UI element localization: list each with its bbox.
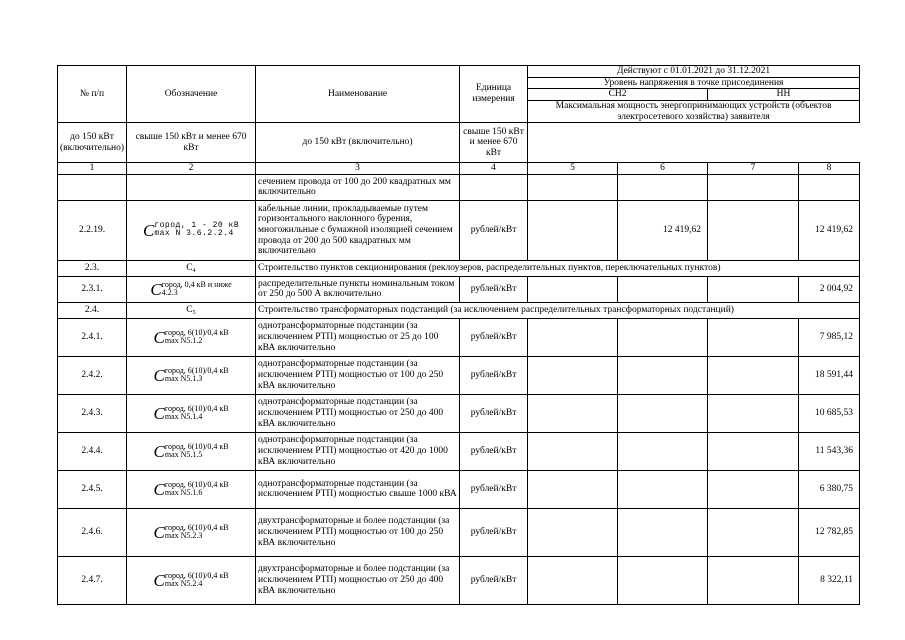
value-ch2-150-670: 12 419,62	[618, 200, 708, 260]
row-num: 2.4.6.	[58, 508, 127, 556]
value-ch2-150-670	[618, 276, 708, 302]
row-unit: рублей/кВт	[460, 394, 528, 432]
row-num: 2.2.19.	[58, 200, 127, 260]
symbol-superscript: город, 6(10)/0,4 кВ	[164, 403, 229, 413]
rate-symbol	[127, 470, 256, 508]
header-voltage-level: Уровень напряжения в точке присоединения	[528, 77, 860, 89]
row-name: однотрансформаторные подстанции (за исключением РТП) мощностью от 420 до 1000 кВА включительно	[256, 432, 460, 470]
value-nn-upto150	[708, 394, 799, 432]
row-name: однотрансформаторные подстанции (за исключением РТП) мощностью от 25 до 100 кВА включительно	[256, 318, 460, 356]
row-num: 2.4.7.	[58, 556, 127, 604]
table-row	[58, 276, 860, 302]
row-name: сечением провода от 100 до 200 квадратных мм включительно	[256, 174, 460, 200]
table-row	[58, 432, 860, 470]
value-nn-upto150	[708, 508, 799, 556]
row-num: 2.4.1.	[58, 318, 127, 356]
row-unit: рублей/кВт	[460, 556, 528, 604]
row-num	[58, 174, 127, 200]
symbol-superscript: город, 6(10)/0,4 кВ	[164, 441, 229, 451]
row-unit: рублей/кВт	[460, 508, 528, 556]
section-title: Строительство пунктов секционирования (реклоузеров, распределительных пунктов, переключательных пунктов)	[256, 260, 860, 276]
header-col5: до 150 кВт (включительно)	[58, 123, 127, 163]
symbol-letter: C	[153, 570, 165, 590]
symbol-indices	[165, 481, 229, 498]
symbol-letter: C	[153, 403, 165, 423]
header-symbol: Обозначение	[127, 66, 256, 123]
row-name: двухтрансформаторные и более подстанции (за исключением РТП) мощностью от 250 до 400 кВА включительно	[256, 556, 460, 604]
table-row	[58, 556, 860, 604]
symbol-subscript: max N5.1.3	[164, 374, 203, 384]
symbol-letter: C	[153, 479, 165, 499]
symbol-subscript: max N5.1.6	[164, 488, 203, 498]
symbol-subscript: max N5.2.4	[164, 579, 203, 589]
value-ch2-upto150	[528, 200, 618, 260]
value-ch2-150-670	[618, 356, 708, 394]
header-num: № п/п	[58, 66, 127, 123]
value-ch2-150-670	[618, 394, 708, 432]
value-ch2-150-670	[618, 432, 708, 470]
table-row	[58, 356, 860, 394]
value-nn-upto150	[708, 556, 799, 604]
value-ch2-150-670	[618, 174, 708, 200]
symbol-letter: C	[153, 365, 165, 385]
table-row	[58, 200, 860, 260]
value-ch2-150-670	[618, 508, 708, 556]
rate-symbol	[127, 394, 256, 432]
symbol-superscript: город, 6(10)/0,4 кВ	[164, 522, 229, 532]
table-row	[58, 394, 860, 432]
header-col7: до 150 кВт (включительно)	[256, 123, 460, 163]
value-ch2-upto150	[528, 318, 618, 356]
col-number: 1	[58, 163, 127, 175]
table-row-continuation	[58, 174, 860, 200]
col-number: 3	[256, 163, 460, 175]
symbol-indices	[165, 443, 229, 460]
row-num: 2.4.	[58, 302, 127, 318]
value-ch2-upto150	[528, 174, 618, 200]
row-name: однотрансформаторные подстанции (за исключением РТП) мощностью свыше 1000 кВА	[256, 470, 460, 508]
value-ch2-150-670	[618, 318, 708, 356]
rate-symbol	[127, 276, 256, 302]
row-name: двухтрансформаторные и более подстанции (за исключением РТП) мощностью от 100 до 250 кВА включительно	[256, 508, 460, 556]
value-nn-150-670: 10 685,53	[799, 394, 860, 432]
value-nn-upto150	[708, 318, 799, 356]
value-nn-150-670: 6 380,75	[799, 470, 860, 508]
tariff-table	[57, 65, 860, 605]
value-nn-150-670: 12 782,85	[799, 508, 860, 556]
value-ch2-150-670	[618, 470, 708, 508]
header-nn: НН	[708, 89, 860, 101]
symbol-subscript: max N5.1.4	[164, 412, 203, 422]
row-name: распределительные пункты номинальным током от 250 до 500 А включительно	[256, 276, 460, 302]
symbol-subscript: max N5.1.5	[164, 450, 203, 460]
value-nn-150-670: 2 004,92	[799, 276, 860, 302]
symbol-letter: C	[153, 327, 165, 347]
symbol-superscript: город, 6(10)/0,4 кВ	[164, 327, 229, 337]
value-nn-150-670	[799, 174, 860, 200]
value-nn-upto150	[708, 356, 799, 394]
symbol-superscript: город, 6(10)/0,4 кВ	[164, 570, 229, 580]
row-unit	[460, 174, 528, 200]
col-number: 5	[528, 163, 618, 175]
value-nn-upto150	[708, 174, 799, 200]
row-unit: рублей/кВт	[460, 356, 528, 394]
row-num: 2.3.	[58, 260, 127, 276]
col-number: 6	[618, 163, 708, 175]
row-unit: рублей/кВт	[460, 318, 528, 356]
rate-symbol	[127, 318, 256, 356]
value-ch2-upto150	[528, 394, 618, 432]
symbol-superscript: город, 1 - 20 кВ	[154, 220, 240, 230]
symbol-superscript: город, 0,4 кВ и ниже	[161, 279, 232, 289]
symbol-indices	[162, 281, 232, 298]
value-ch2-upto150	[528, 432, 618, 470]
symbol-subscript: max N5.1.2	[164, 336, 203, 346]
table-row	[58, 318, 860, 356]
col-number: 7	[708, 163, 799, 175]
header-unit: Единица измерения	[460, 66, 528, 123]
row-unit: рублей/кВт	[460, 276, 528, 302]
value-ch2-upto150	[528, 508, 618, 556]
value-nn-150-670: 11 543,36	[799, 432, 860, 470]
row-num: 2.4.4.	[58, 432, 127, 470]
value-ch2-upto150	[528, 276, 618, 302]
rate-symbol: C₅	[127, 302, 256, 318]
row-unit: рублей/кВт	[460, 200, 528, 260]
symbol-indices	[165, 524, 229, 541]
table-section-row	[58, 302, 860, 318]
symbol-superscript: город, 6(10)/0,4 кВ	[164, 365, 229, 375]
table-row	[58, 470, 860, 508]
symbol-superscript: город, 6(10)/0,4 кВ	[164, 479, 229, 489]
symbol-subscript: 4.2.3	[161, 288, 178, 298]
symbol-subscript: max N5.2.3	[164, 531, 203, 541]
symbol-letter: C	[153, 522, 165, 542]
symbol-indices	[165, 367, 229, 384]
header-ch2: СН2	[528, 89, 708, 101]
symbol-indices	[165, 572, 229, 589]
value-nn-150-670: 12 419,62	[799, 200, 860, 260]
symbol-indices	[165, 329, 229, 346]
value-ch2-upto150	[528, 470, 618, 508]
value-nn-upto150	[708, 200, 799, 260]
header-col6: свыше 150 кВт и менее 670 кВт	[127, 123, 256, 163]
row-unit: рублей/кВт	[460, 432, 528, 470]
row-num: 2.4.2.	[58, 356, 127, 394]
symbol-letter: C	[153, 441, 165, 461]
row-num: 2.4.5.	[58, 470, 127, 508]
symbol-letter: C	[142, 220, 155, 240]
row-num: 2.3.1.	[58, 276, 127, 302]
symbol-subscript: max N 3.6.2.2.4	[154, 229, 234, 239]
rate-symbol: C₄	[127, 260, 256, 276]
row-name: однотрансформаторные подстанции (за исключением РТП) мощностью от 100 до 250 кВА включительно	[256, 356, 460, 394]
section-title: Строительство трансформаторных подстанций (за исключением распределительных трансформаторных подстанций)	[256, 302, 860, 318]
rate-symbol	[127, 508, 256, 556]
header-col8: свыше 150 кВт и менее 670 кВт	[460, 123, 528, 163]
rate-symbol	[127, 556, 256, 604]
value-nn-150-670: 8 322,11	[799, 556, 860, 604]
value-nn-150-670: 18 591,44	[799, 356, 860, 394]
value-nn-150-670: 7 985,12	[799, 318, 860, 356]
value-nn-upto150	[708, 470, 799, 508]
table-row	[58, 508, 860, 556]
value-ch2-upto150	[528, 556, 618, 604]
table-section-row	[58, 260, 860, 276]
value-nn-upto150	[708, 432, 799, 470]
rate-symbol	[127, 356, 256, 394]
header-period: Действуют с 01.01.2021 до 31.12.2021	[528, 66, 860, 78]
row-num: 2.4.3.	[58, 394, 127, 432]
rate-symbol	[127, 174, 256, 200]
header-name: Наименование	[256, 66, 460, 123]
value-nn-upto150	[708, 276, 799, 302]
value-ch2-150-670	[618, 556, 708, 604]
col-number: 8	[799, 163, 860, 175]
col-number: 4	[460, 163, 528, 175]
symbol-indices	[154, 222, 239, 239]
symbol-letter: C	[150, 279, 162, 299]
rate-symbol	[127, 432, 256, 470]
col-number: 2	[127, 163, 256, 175]
symbol-indices	[165, 405, 229, 422]
row-name: кабельные линии, прокладываемые путем горизонтального наклонного бурения, многожильные с бумажной изоляцией сечением провода от 200 до 500 квадратных мм включительно	[256, 200, 460, 260]
column-number-row	[58, 163, 860, 175]
row-name: однотрансформаторные подстанции (за исключением РТП) мощностью от 250 до 400 кВА включительно	[256, 394, 460, 432]
row-unit: рублей/кВт	[460, 470, 528, 508]
value-ch2-upto150	[528, 356, 618, 394]
rate-symbol	[127, 200, 256, 260]
header-max-power: Максимальная мощность энергопринимающих устройств (объектов электросетевого хозяйства) заявителя	[528, 100, 860, 122]
